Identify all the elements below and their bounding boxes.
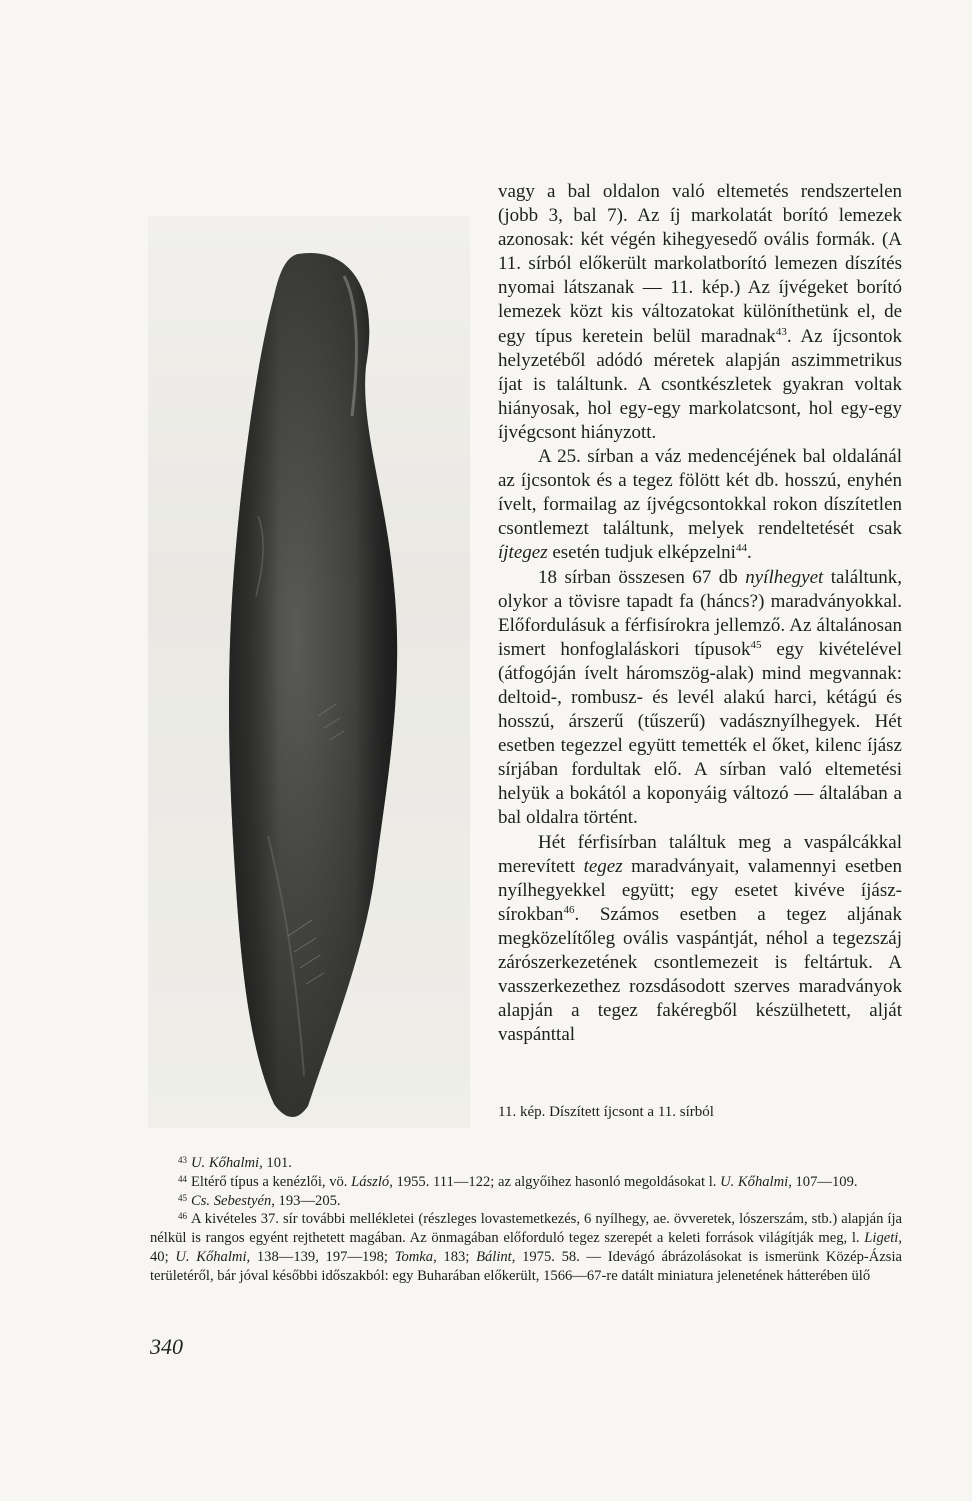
italic-run: Ligeti, — [864, 1230, 902, 1247]
paragraph: vagy a bal oldalon való eltemetés rendszertelen (jobb 3, bal 7). Az íj markolatát borító lemezek azonosak: két végén kihegyesedő ovális formák. (A 11. sírból előkerült markolatborító lemezen díszítés nyomai látszanak — 11. kép.) Az íjvégeket borító lemezek közt kis változatokat különíthetünk el, de egy típus keretein belül maradnak$^{43}$. Az íjcsontok helyzetéből adódó méretek alapján aszimmetrikus íjat is találtunk. A csontkészletek gyakran voltak hiányosak, hol egy-egy markolatcsont, hol egy-egy íjvégcsont hiányzott. — [498, 181, 902, 443]
italic-run: Tomka, — [394, 1248, 437, 1265]
footnote-44: $^{44}$ Eltérő típus a kenézlői, vö. László, 1955. 111—122; az algyőihez hasonló megoldásokat l. U. Kőhalmi, 107—109. — [178, 1173, 858, 1190]
italic-run: U. Kőhalmi, — [720, 1173, 792, 1190]
figure-plate — [148, 216, 470, 1128]
italic-run: U. Kőhalmi, — [191, 1155, 263, 1171]
footnote-43: $^{43}$ U. Kőhalmi, 101. — [178, 1155, 292, 1171]
page-number: 340 — [150, 1334, 183, 1359]
figure-caption: 11. kép. Díszített íjcsont a 11. sírból — [498, 1104, 714, 1120]
footnote-46: $^{46}$ A kivételes 37. sír további mellékletei (részleges lovastemetkezés, 6 nyílhegy, ae. övveretek, lószerszám, stb.) alapján íja nélkül is rangos egyént rejthetett magában. Az önmagában előforduló tegez szerepét a keleti források világítják meg, l. Ligeti, 40; U. Kőhalmi, 138—139, 197—198; Tomka, 183; Bálint, 1975. 58. — Idevágó ábrázolásokat is ismerünk Közép-Ázsia területéről, bár jóval későbbi időszakból: egy Buharában előkerült, 1566—67-re datált miniatura jelenetének hátterében ülő — [150, 1211, 903, 1284]
footnote-ref: 46 — [178, 1211, 187, 1222]
footnote-ref: 46 — [563, 903, 575, 916]
italic-run: Cs. Sebestyén, — [191, 1192, 275, 1209]
italic-run: Bálint, — [476, 1248, 516, 1265]
italic-run: tegez — [583, 855, 623, 877]
italic-run: U. Kőhalmi, — [175, 1248, 251, 1265]
paragraph: Hét férfisírban találtuk meg a vaspálcákkal merevített tegez maradványait, valamennyi esetben nyílhegyekkel együtt; egy esetet kivéve íjász-sírokban$^{46}$. Számos esetben a tegez aljának megközelítőleg ovális vaspántját, néhol a tegezszáj zárószerkezetének csontlemezeit is feltártuk. A vasszerkezethez rozsdásodott szerves maradványok alapján a tegez fakéregből készülhetett, alját vaspánttal — [498, 831, 902, 1046]
footnote-ref: 43 — [775, 325, 787, 338]
italic-run: László, — [351, 1173, 393, 1190]
footnote-ref: 45 — [178, 1192, 187, 1203]
footnote-ref: 43 — [178, 1155, 187, 1165]
main-text-column — [498, 180, 902, 1047]
paragraph: A 25. sírban a váz medencéjének bal oldalánál az íjcsontok és a tegez fölött két db. hosszú, enyhén ívelt, formailag az íjvégcsontokkal rokon díszítetlen csontlemezt találtunk, melyek rendeltetését csak íjtegez esetén tudjuk elképzelni$^{44}$. — [498, 446, 902, 564]
footnote-ref: 44 — [735, 542, 747, 555]
footnote-ref: 44 — [178, 1173, 187, 1184]
bone-plate-photo-icon — [148, 216, 470, 1128]
footnote-ref: 45 — [750, 638, 762, 651]
footnote-45: $^{45}$ Cs. Sebestyén, 193—205. — [178, 1192, 341, 1209]
italic-run: íjtegez — [498, 542, 548, 564]
footnotes — [150, 1154, 902, 1286]
italic-run: nyílhegyet — [745, 566, 824, 588]
paragraph: 18 sírban összesen 67 db nyílhegyet találtunk, olykor a tövisre tapadt fa (háncs?) maradványokkal. Előfordulásuk a férfisírokra jellemző. Az általánosan ismert honfoglaláskori típusok$^{45}$ egy kivételével (átfogóján ívelt háromszög-alak) mind megvannak: deltoid-, rombusz- és levél alakú harci, kétágú és hosszú, árszerű (tűszerű) vadásznyílhegyek. Hét esetben tegezzel együtt temették el őket, kilenc íjász sírjában fordultak elő. A sírban való eltemetési helyük a bokától a koponyáig változó — általában a bal oldalra történt. — [498, 566, 903, 829]
